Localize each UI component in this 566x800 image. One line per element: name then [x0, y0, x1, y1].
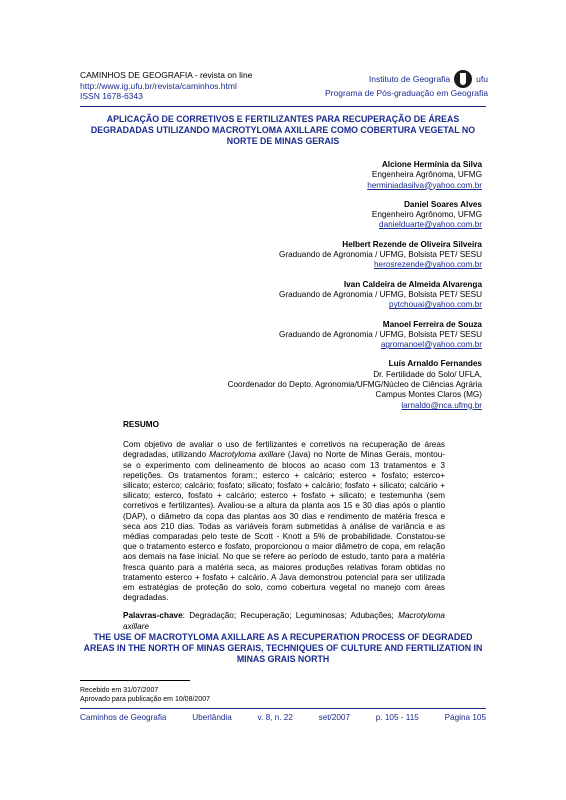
approved-date: Aprovado para publicação em 10/08/2007 — [80, 696, 210, 703]
author-affiliation: Coordenador do Depto. Agronomia/UFMG/Núcleo de Ciências Agrária — [227, 380, 482, 390]
header-divider — [80, 106, 486, 107]
author-block — [152, 240, 482, 271]
species-name: Macrotyloma axillare — [209, 450, 285, 460]
author-name: Alcione Hermínia da Silva — [381, 160, 482, 169]
footnotes — [80, 686, 210, 704]
author-block — [152, 280, 482, 311]
footer-volume: v. 8, n. 22 — [257, 713, 293, 722]
journal-url-link[interactable]: http://www.ig.ufu.br/revista/caminhos.html — [80, 80, 237, 91]
ufu-logo-icon — [454, 70, 472, 88]
header-left — [80, 70, 252, 102]
footer-journal: Caminhos de Geografia — [80, 713, 167, 722]
page-footer — [80, 713, 486, 722]
program-name: Programa de Pós-graduação em Geografia — [324, 88, 488, 98]
author-block — [152, 200, 482, 231]
abstract-heading: RESUMO — [123, 420, 159, 429]
abstract-section — [123, 420, 445, 632]
footer-divider — [80, 708, 486, 709]
author-list — [152, 160, 482, 420]
author-block — [152, 160, 482, 191]
paper-title-pt: APLICAÇÃO DE CORRETIVOS E FERTILIZANTES PARA RECUPERAÇÃO DE ÁREAS DEGRADADAS UTILIZANDO MACROTYLOMA AXILLARE COMO COBERTURA VEGETAL NO NORTE DE MINAS GERAIS — [90, 114, 476, 146]
journal-name: CAMINHOS DE GEOGRAFIA - revista on line — [80, 70, 253, 80]
author-block — [152, 359, 482, 410]
author-name: Daniel Soares Alves — [404, 199, 482, 209]
author-affiliation: Graduando de Agronomia / UFMG, Bolsista PET/ SESU — [279, 329, 482, 339]
footnote-divider — [80, 680, 190, 681]
footer-city: Uberlândia — [192, 713, 232, 722]
author-email-link[interactable]: danielduarte@yahoo.com.br — [379, 220, 482, 230]
author-email-link[interactable]: larnaldo@nca.ufmg.br — [401, 400, 482, 410]
author-name: Manoel Ferreira de Souza — [382, 319, 482, 329]
institute-name: Instituto de Geografia — [368, 73, 451, 84]
keywords: Palavras-chave: Degradação; Recuperação; Leguminosas; Adubações; Macrotyloma axillare — [123, 611, 445, 631]
author-affiliation: Engenheira Agrônoma, UFMG — [371, 170, 482, 180]
author-name: Helbert Rezende de Oliveira Silveira — [342, 239, 482, 249]
issn: ISSN 1678-6343 — [80, 91, 143, 101]
keywords-label: Palavras-chave — [123, 611, 183, 621]
footer-date: set/2007 — [318, 713, 351, 722]
header-right — [268, 70, 488, 99]
author-affiliation: Engenheiro Agrônomo, UFMG — [371, 210, 482, 220]
footer-page-number: Página 105 — [444, 713, 486, 722]
received-date: Recebido em 31/07/2007 — [80, 687, 159, 694]
author-email-link[interactable]: herosrezende@yahoo.com.br — [374, 260, 482, 270]
author-affiliation: Campus Montes Claros (MG) — [375, 390, 482, 400]
author-name: Ivan Caldeira de Almeida Alvarenga — [343, 279, 482, 289]
author-affiliation: Graduando de Agronomia / UFMG, Bolsista PET/ SESU — [279, 250, 482, 260]
footer-pages: p. 105 - 115 — [375, 713, 419, 722]
author-affiliation: Graduando de Agronomia / UFMG, Bolsista PET/ SESU — [279, 289, 482, 299]
author-email-link[interactable]: agromanoel@yahoo.com.br — [380, 340, 482, 350]
ufu-label: ufu — [476, 73, 488, 84]
keywords-species: Macrotyloma axillare — [123, 611, 445, 631]
author-block — [152, 320, 482, 351]
paper-title-en: THE USE OF MACROTYLOMA AXILLARE AS A RECUPERATION PROCESS OF DEGRADED AREAS IN THE NORTH OF MINAS GERAIS, TECHNIQUES OF CULTURE AND FERTILIZATION IN MINAS GRAIS NORTH — [83, 632, 483, 664]
abstract-text: Com objetivo de avaliar o uso de fertilizantes e corretivos na recuperação de áreas degradadas, utilizando Macrotyloma axillare (Java) no Norte de Minas Gerais, montou-se o experimento com delineamento de blocos ao acaso com 13 tratamentos e 3 repetições. Os tratamentos foram:; esterco + calcário; esterco + fosfato; esterco+ silicato; esterco; calcário; fosfato; silicato; fosfato + calcário; fosfato + silicato; calcário + silicato; esterco, fosfato + calcário; esterco + fosfato + silicato; e testemunha (sem corretivos e fertilizantes). Avaliou-se a altura da planta aos 15 e 30 dias após o plantio (DAP), o diâmetro da copa das plantas aos 30 dias e rendimento de matéria fresca e seca aos 210 dias. Todas as variáveis foram submetidas à análise de variância e as médias comparadas pelo teste de Scott - Knott a 5% de probabilidade. Constatou-se que o tratamento esterco e fosfato, proporcionou o maior diâmetro de copa, em relação aos demais na fase inicial. No que se refere ao período de estudo, tanto para a matéria fresca quanto para a matéria seca, as maiores produções relativas foram obtidas no tratamento esterco + fosfato + calcário. A Java demonstrou potencial para ser utilizada em estratégias de proteção do solo, como cobertura vegetal no manejo com áreas degradadas. — [123, 440, 446, 603]
author-affiliation: Dr. Fertilidade do Solo/ UFLA, — [373, 369, 482, 379]
author-email-link[interactable]: herminiadasilva@yahoo.com.br — [367, 180, 482, 190]
author-name: Luís Arnaldo Fernandes — [388, 359, 482, 369]
author-email-link[interactable]: pytchouai@yahoo.com.br — [389, 300, 482, 310]
